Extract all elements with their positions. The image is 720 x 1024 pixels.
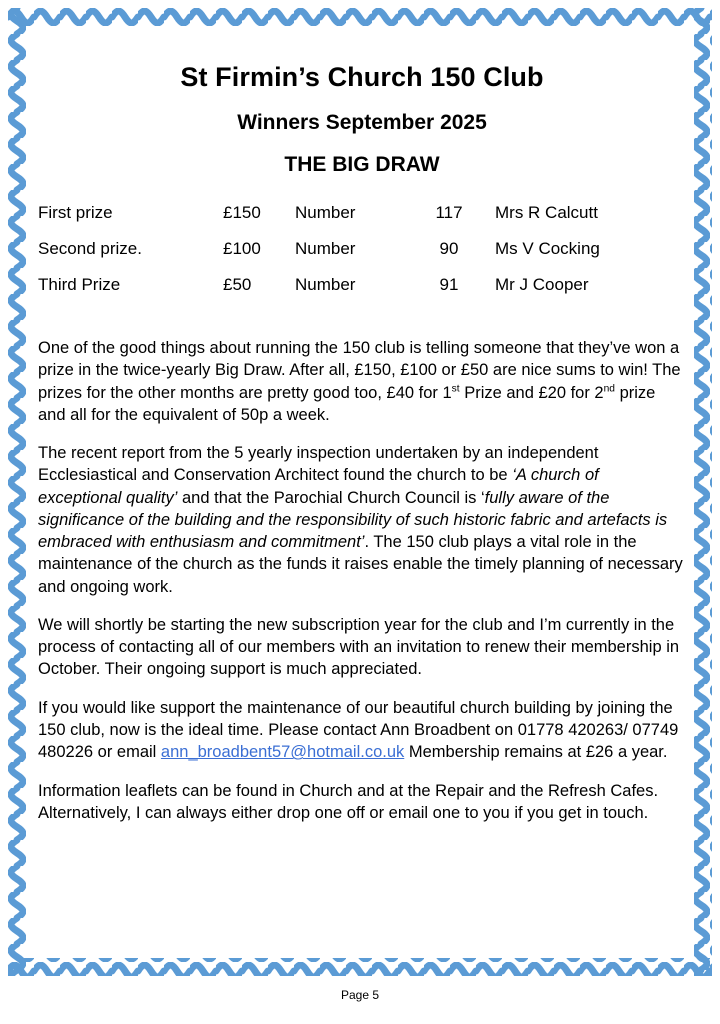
paragraph-text: If you would like support the maintenance of our beautiful church building by joining the 150 club, now is the ideal time. Please contact Ann Broadbent on 01778 420263/ 07749 480226 or email <box>38 698 679 762</box>
number-label: Number <box>295 275 356 294</box>
paragraph-text: . The 150 club plays a vital role in the maintenance of the church as the funds it raises enable the timely planning of necessary and ongoing work. <box>38 533 683 596</box>
prize-amount: £150 <box>223 203 261 222</box>
quoted-text: fully aware of the significance of the building and the responsibility of such historic fabric and artefacts is embraced with enthusiasm and commitment’ <box>38 488 668 552</box>
winners-table <box>38 195 686 303</box>
table-row <box>38 195 686 231</box>
body-copy <box>38 337 686 824</box>
paragraph-contact <box>38 697 686 764</box>
winner-name: Mrs R Calcutt <box>495 203 598 222</box>
page-title: St Firmin’s Church 150 Club <box>180 62 544 92</box>
paragraph-inspection-report <box>38 442 686 598</box>
page-footer: Page 5 <box>340 988 380 1002</box>
page-subtitle: Winners September 2025 <box>237 111 487 134</box>
table-row <box>38 231 686 267</box>
number-label: Number <box>295 203 356 222</box>
prize-amount: £50 <box>223 275 252 294</box>
prize-place: First prize <box>38 203 113 222</box>
paragraph-text: and that the Parochial Church Council is ‘ <box>177 488 485 507</box>
ordinal-suffix: nd <box>603 383 615 395</box>
winner-name: Ms V Cocking <box>495 239 600 258</box>
section-title-big-draw: THE BIG DRAW <box>284 153 440 176</box>
paragraph-text: Prize and £20 for 2 <box>459 383 604 402</box>
document-content <box>34 40 690 950</box>
prize-place: Second prize. <box>38 239 142 258</box>
paragraph-text: prize and all for the equivalent of 50p a week. <box>38 383 656 424</box>
email-link[interactable]: ann_broadbent57@hotmail.co.uk <box>160 743 405 762</box>
ticket-number: 91 <box>439 275 459 294</box>
ticket-number: 117 <box>435 203 463 222</box>
paragraph-big-draw-intro <box>38 337 686 426</box>
paragraph-text: Membership remains at £26 a year. <box>404 743 668 762</box>
ticket-number: 90 <box>439 239 459 258</box>
winner-name: Mr J Cooper <box>495 275 589 294</box>
paragraph-text: The recent report from the 5 yearly inspection undertaken by an independent Ecclesiastical and Conservation Architect found the church to be <box>38 444 599 485</box>
quoted-text: ‘A church of exceptional quality’ <box>38 466 599 507</box>
prize-amount: £100 <box>223 239 261 258</box>
paragraph-text: One of the good things about running the 150 club is telling someone that they’ve won a prize in the twice-yearly Big Draw. After all, £150, £100 or £50 are nice sums to win! The prizes for the other months are pretty good too, £40 for 1 <box>38 339 681 402</box>
number-label: Number <box>295 239 356 258</box>
ordinal-suffix: st <box>451 383 460 395</box>
prize-place: Third Prize <box>38 275 121 294</box>
table-row <box>38 267 686 303</box>
paragraph-subscription-year: We will shortly be starting the new subscription year for the club and I’m currently in the process of contacting all of our members with an invitation to renew their membership in October. Their ongoing support is much appreciated. <box>38 615 680 679</box>
paragraph-leaflets: Information leaflets can be found in Church and at the Repair and the Refresh Cafes. Alternatively, I can always either drop one off or email one to you if you get in touch. <box>38 781 659 822</box>
